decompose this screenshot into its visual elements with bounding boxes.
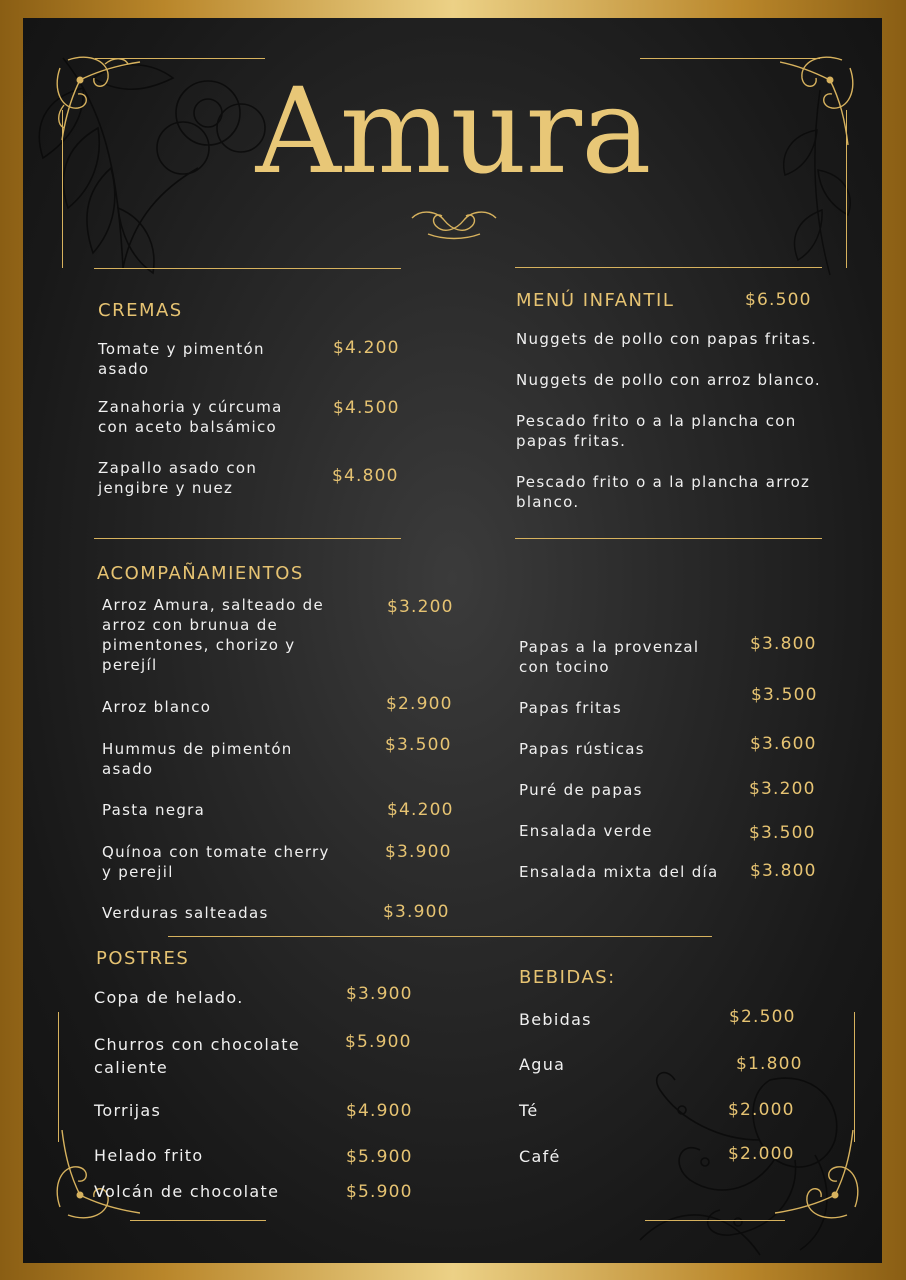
section-title-cremas: CREMAS bbox=[98, 300, 183, 321]
section-title-bebidas: BEBIDAS: bbox=[519, 967, 616, 988]
menu-infantil-item: Pescado frito o a la plancha arroz blanco. bbox=[516, 473, 811, 511]
menu-item-price: $3.800 bbox=[750, 861, 817, 881]
frame-line-bottom-right bbox=[645, 1220, 785, 1221]
menu-item-price: $3.200 bbox=[387, 597, 454, 617]
menu-item-price: $4.800 bbox=[332, 466, 399, 486]
menu-infantil-item: Nuggets de pollo con papas fritas. bbox=[516, 330, 818, 348]
menu-item-price: $4.900 bbox=[346, 1101, 413, 1121]
menu-item-name: Ensalada verde bbox=[519, 822, 653, 840]
divider-infantil-top bbox=[515, 267, 822, 268]
menu-item-price: $3.800 bbox=[750, 634, 817, 654]
menu-item-name: Tomate y pimentón asado bbox=[98, 340, 265, 378]
menu-item-price: $3.500 bbox=[749, 823, 816, 843]
menu-item-price: $5.900 bbox=[346, 1182, 413, 1202]
menu-item-price: $2.000 bbox=[728, 1144, 795, 1164]
menu-item-name: Churros con chocolate caliente bbox=[94, 1035, 300, 1077]
menu-infantil-item: Nuggets de pollo con arroz blanco. bbox=[516, 371, 821, 389]
menu-item-name: Arroz Amura, salteado de arroz con brunua de pimentones, chorizo y perejíl bbox=[102, 596, 324, 674]
frame-line-bottom-left bbox=[130, 1220, 266, 1221]
menu-item-name: Zanahoria y cúrcuma con aceto balsámico bbox=[98, 398, 283, 436]
menu-item-price: $4.500 bbox=[333, 398, 400, 418]
menu-item-name: Puré de papas bbox=[519, 781, 643, 799]
flourish-ornament bbox=[408, 204, 500, 242]
menu-item-name: Papas a la provenzal con tocino bbox=[519, 638, 700, 676]
menu-item-name: Papas fritas bbox=[519, 699, 622, 717]
menu-item-price: $3.200 bbox=[749, 779, 816, 799]
menu-item-name: Helado frito bbox=[94, 1146, 204, 1165]
frame-line-left-bottom bbox=[58, 1012, 59, 1142]
divider-cremas-bottom bbox=[94, 538, 401, 539]
corner-ornament-bottom-left bbox=[50, 1130, 140, 1225]
menu-item-price: $3.500 bbox=[385, 735, 452, 755]
menu-item-name: Ensalada mixta del día bbox=[519, 863, 719, 881]
frame-line-right-bottom bbox=[854, 1012, 855, 1142]
menu-infantil-item: Pescado frito o a la plancha con papas fritas. bbox=[516, 412, 797, 450]
menu-item-price: $3.900 bbox=[383, 902, 450, 922]
menu-item-name: Verduras salteadas bbox=[102, 904, 269, 922]
menu-item-name: Café bbox=[519, 1147, 561, 1166]
section-title-menu-infantil: MENÚ INFANTIL bbox=[516, 290, 675, 311]
divider-infantil-bottom bbox=[515, 538, 822, 539]
menu-item-price: $5.900 bbox=[346, 1147, 413, 1167]
menu-item-price: $2.500 bbox=[729, 1007, 796, 1027]
menu-item-price: $4.200 bbox=[333, 338, 400, 358]
menu-item-price: $3.900 bbox=[385, 842, 452, 862]
restaurant-title: Amura bbox=[255, 62, 651, 200]
menu-item-price: $2.000 bbox=[728, 1100, 795, 1120]
menu-item-name: Quínoa con tomate cherry y perejil bbox=[102, 843, 330, 881]
menu-item-name: Volcán de chocolate bbox=[94, 1182, 280, 1201]
menu-item-name: Pasta negra bbox=[102, 801, 206, 819]
section-title-postres: POSTRES bbox=[96, 948, 190, 969]
menu-item-name: Papas rústicas bbox=[519, 740, 645, 758]
menu-item-price: $1.800 bbox=[736, 1054, 803, 1074]
menu-item-name: Zapallo asado con jengibre y nuez bbox=[98, 459, 258, 497]
section-title-acompanamientos: ACOMPAÑAMIENTOS bbox=[97, 563, 304, 584]
divider-acompanamientos-bottom bbox=[168, 936, 712, 937]
menu-item-name: Arroz blanco bbox=[102, 698, 212, 716]
menu-item-price: $3.600 bbox=[750, 734, 817, 754]
menu-item-price: $2.900 bbox=[386, 694, 453, 714]
menu-item-name: Copa de helado. bbox=[94, 988, 244, 1007]
menu-item-price: $4.200 bbox=[387, 800, 454, 820]
frame-line-top-right bbox=[640, 58, 820, 59]
menu-item-price: $5.900 bbox=[345, 1032, 412, 1052]
menu-item-price: $3.500 bbox=[751, 685, 818, 705]
frame-line-top-left bbox=[95, 58, 265, 59]
menu-item-name: Agua bbox=[519, 1055, 566, 1074]
menu-item-name: Té bbox=[519, 1101, 539, 1120]
divider-cremas-top bbox=[94, 268, 401, 269]
menu-item-name: Torrijas bbox=[94, 1101, 162, 1120]
menu-item-price: $3.900 bbox=[346, 984, 413, 1004]
menu-infantil-price: $6.500 bbox=[745, 290, 812, 310]
menu-item-name: Hummus de pimentón asado bbox=[102, 740, 293, 778]
menu-item-name: Bebidas bbox=[519, 1010, 592, 1029]
